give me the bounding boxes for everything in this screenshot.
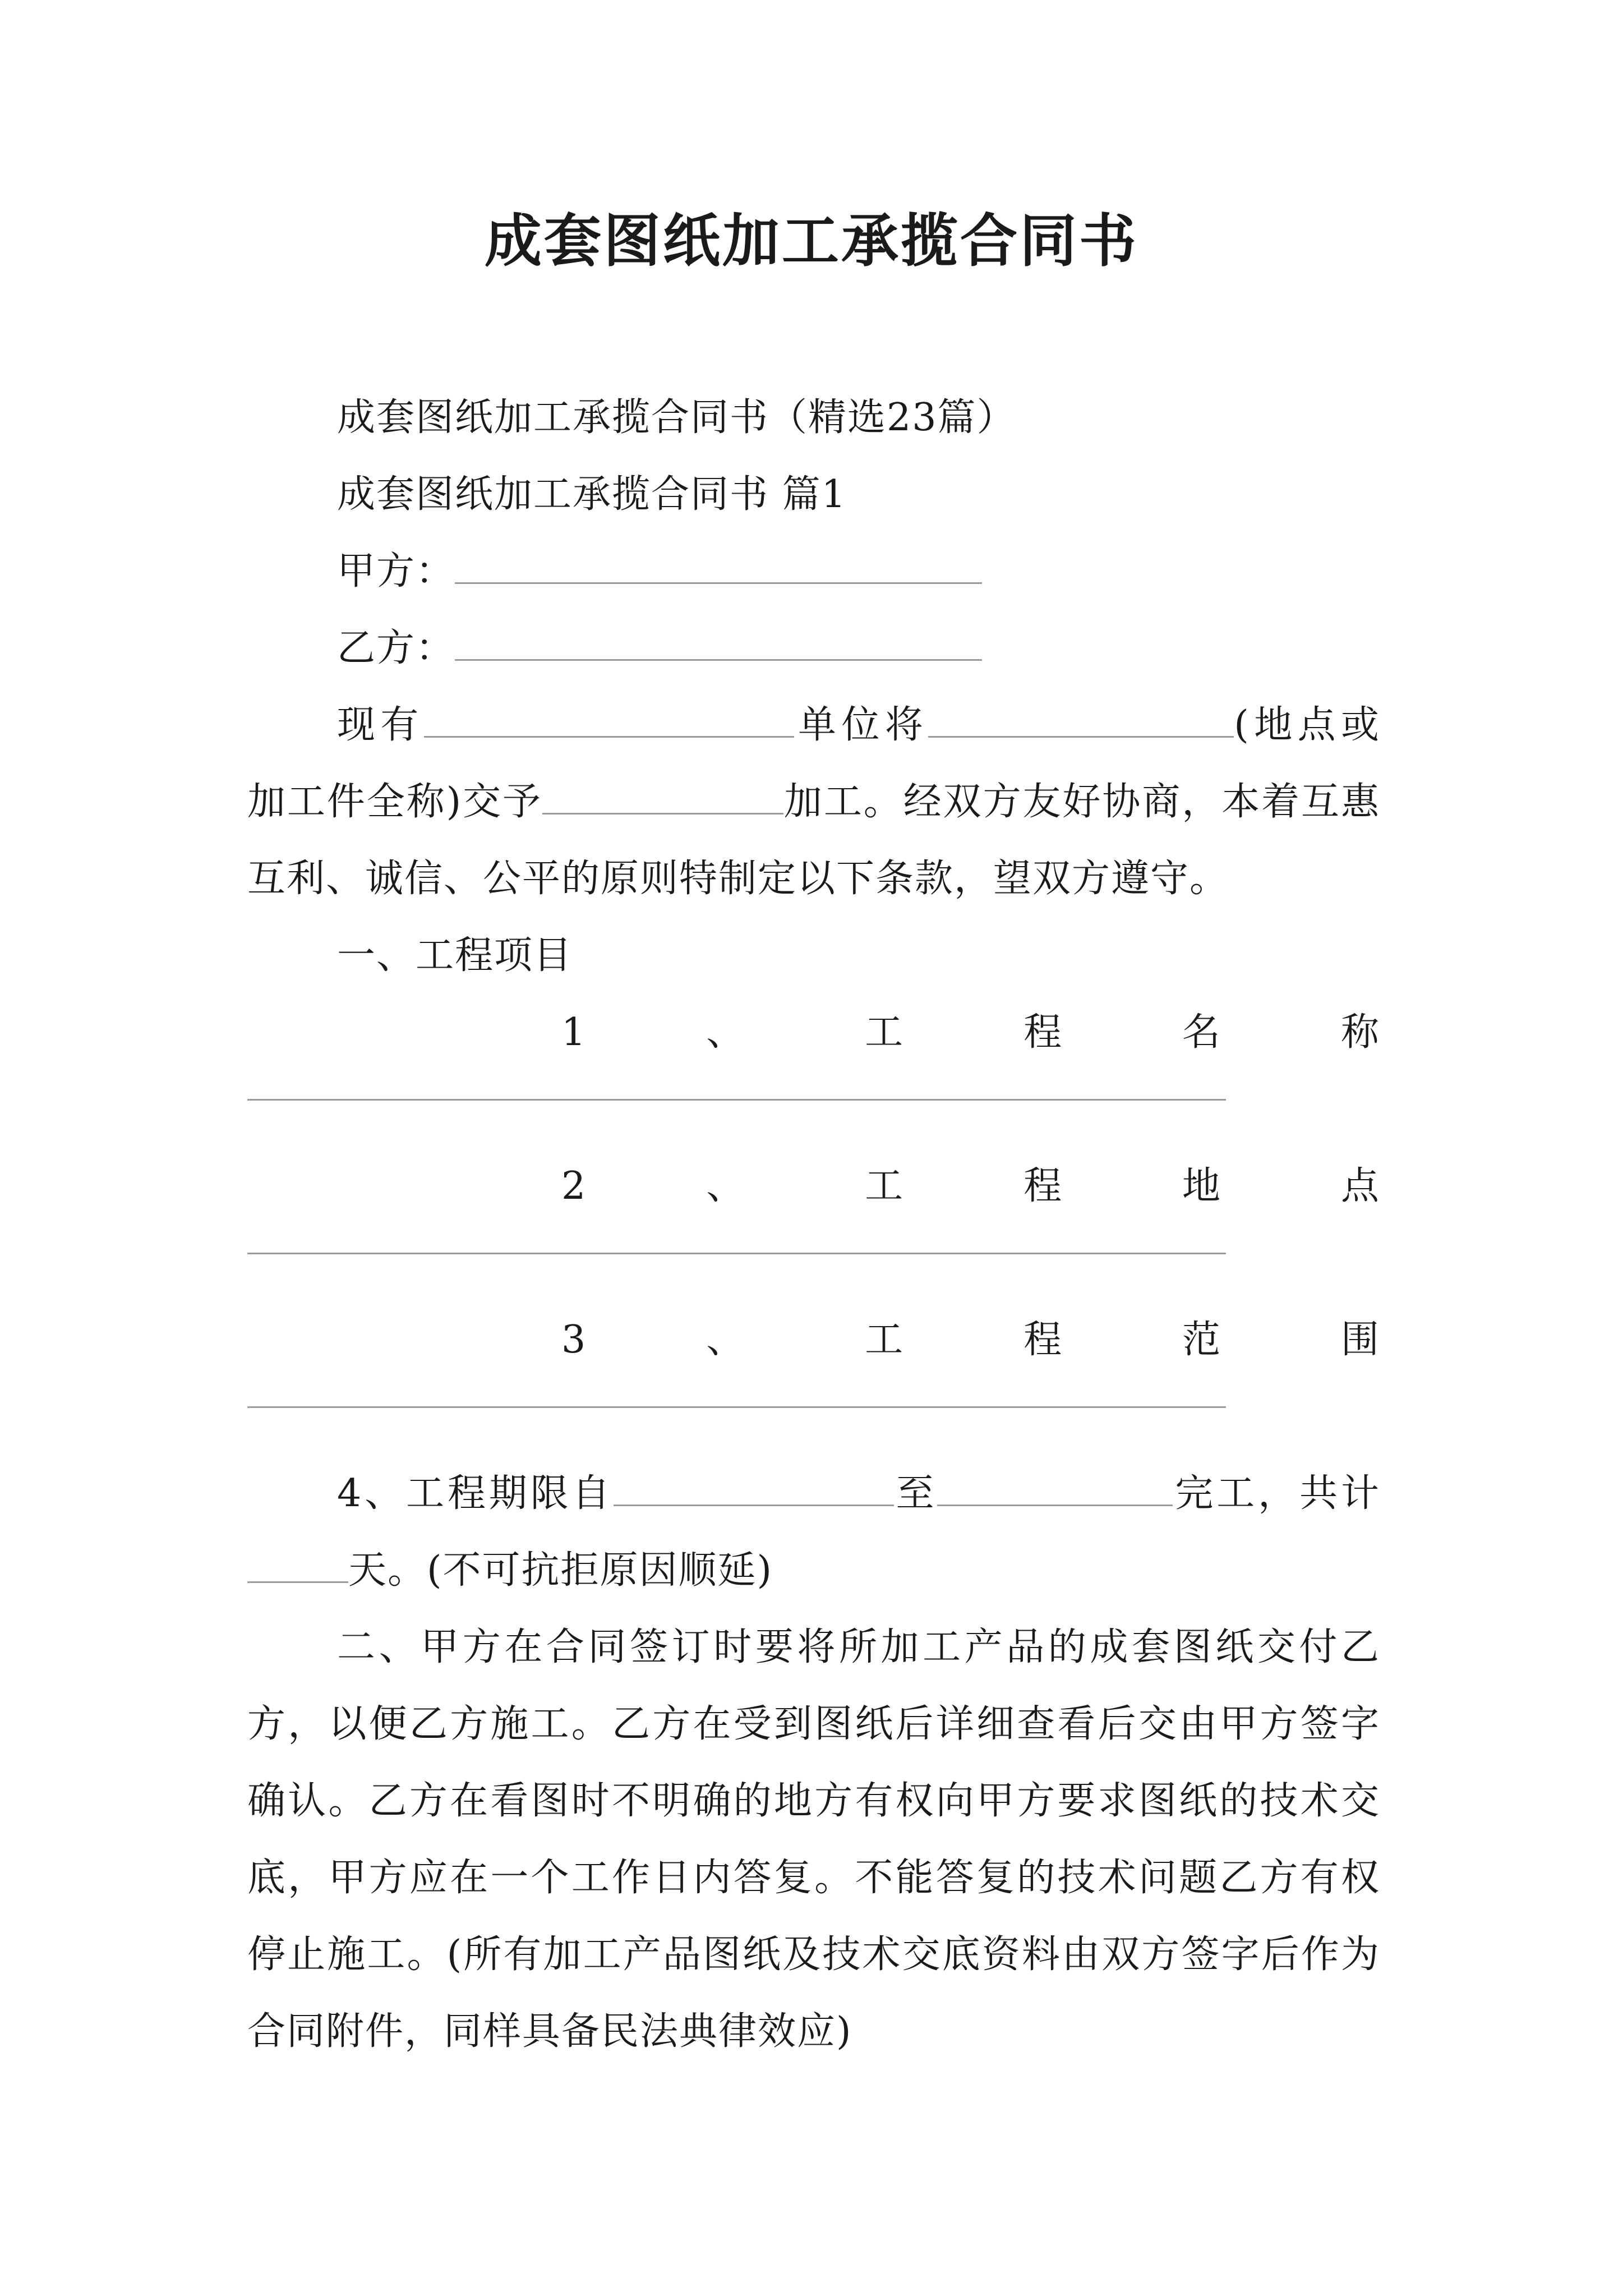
item-char: 地 — [1182, 1164, 1222, 1208]
period-text-3: 完工，共计 — [1173, 1471, 1380, 1516]
document-subtitle: 成套图纸加工承揽合同书（精选23篇） — [337, 395, 1016, 440]
intro-text-1: 现有 — [337, 703, 424, 747]
item-char: 程 — [1023, 1318, 1063, 1362]
document-body — [247, 379, 1380, 2070]
project-scope-row — [247, 1301, 1380, 1378]
project-scope-blank-row — [247, 1378, 1380, 1455]
days-blank — [247, 1547, 348, 1583]
item-one-heading: 一、工程项目 — [337, 933, 573, 978]
intro-text-2: 单位将 — [794, 703, 929, 747]
intro-text-3: (地点或加工件全称)交予 — [247, 703, 1380, 824]
start-date-blank — [614, 1470, 894, 1506]
item-separator: 、 — [706, 1164, 746, 1208]
intro-text-4: 加工。经双方友好协商，本着互惠互利、诚信、公平的原则特制定以下条款，望双方遵守。 — [247, 780, 1380, 901]
project-name-blank-row — [247, 1071, 1380, 1148]
item-separator: 、 — [706, 1010, 746, 1055]
item-number: 2 — [561, 1164, 587, 1208]
project-name-blank — [247, 1099, 1226, 1101]
party-a-blank — [455, 547, 982, 584]
item-number: 3 — [561, 1318, 587, 1362]
section-heading: 成套图纸加工承揽合同书 篇1 — [337, 472, 847, 517]
party-b-line — [247, 610, 1380, 687]
party-a-line — [247, 533, 1380, 610]
period-paragraph — [247, 1455, 1380, 1609]
project-location-blank-row — [247, 1225, 1380, 1301]
party-b-label: 乙方： — [337, 626, 455, 670]
item-char: 工 — [865, 1164, 905, 1208]
unit-blank — [424, 701, 794, 738]
processor-blank — [542, 778, 783, 815]
project-location-row — [247, 1148, 1380, 1225]
item-char: 点 — [1340, 1164, 1380, 1208]
item-char: 名 — [1182, 1010, 1222, 1055]
item-char: 称 — [1340, 1010, 1380, 1055]
end-date-blank — [937, 1470, 1173, 1506]
period-text-1: 4、工程期限自 — [337, 1471, 614, 1516]
project-location-blank — [247, 1253, 1226, 1254]
item-char: 程 — [1023, 1010, 1063, 1055]
item-separator: 、 — [706, 1318, 746, 1362]
period-text-2: 至 — [893, 1471, 938, 1516]
item-char: 工 — [865, 1010, 905, 1055]
item-char: 工 — [865, 1318, 905, 1362]
party-b-blank — [455, 624, 982, 661]
period-text-4: 天。(不可抗拒原因顺延) — [348, 1548, 773, 1593]
intro-paragraph — [247, 687, 1380, 917]
item-number: 1 — [561, 1010, 587, 1055]
item-two-paragraph: 二、甲方在合同签订时要将所加工产品的成套图纸交付乙方，以便乙方施工。乙方在受到图纸后详细查看后交由甲方签字确认。乙方在看图时不明确的地方有权向甲方要求图纸的技术交底，甲方应在一个工作日内答复。不能答复的技术问题乙方有权停止施工。(所有加工产品图纸及技术交底资料由双方签字后作为合同附件，同样具备民法典律效应) — [247, 1625, 1380, 2054]
item-char: 围 — [1340, 1318, 1380, 1362]
project-scope-blank — [247, 1406, 1226, 1408]
workpiece-blank — [928, 701, 1234, 738]
document-title: 成套图纸加工承揽合同书 — [485, 208, 1138, 275]
party-a-label: 甲方： — [337, 549, 455, 593]
item-char: 程 — [1023, 1164, 1063, 1208]
item-char: 范 — [1182, 1318, 1222, 1362]
project-name-row — [247, 994, 1380, 1071]
